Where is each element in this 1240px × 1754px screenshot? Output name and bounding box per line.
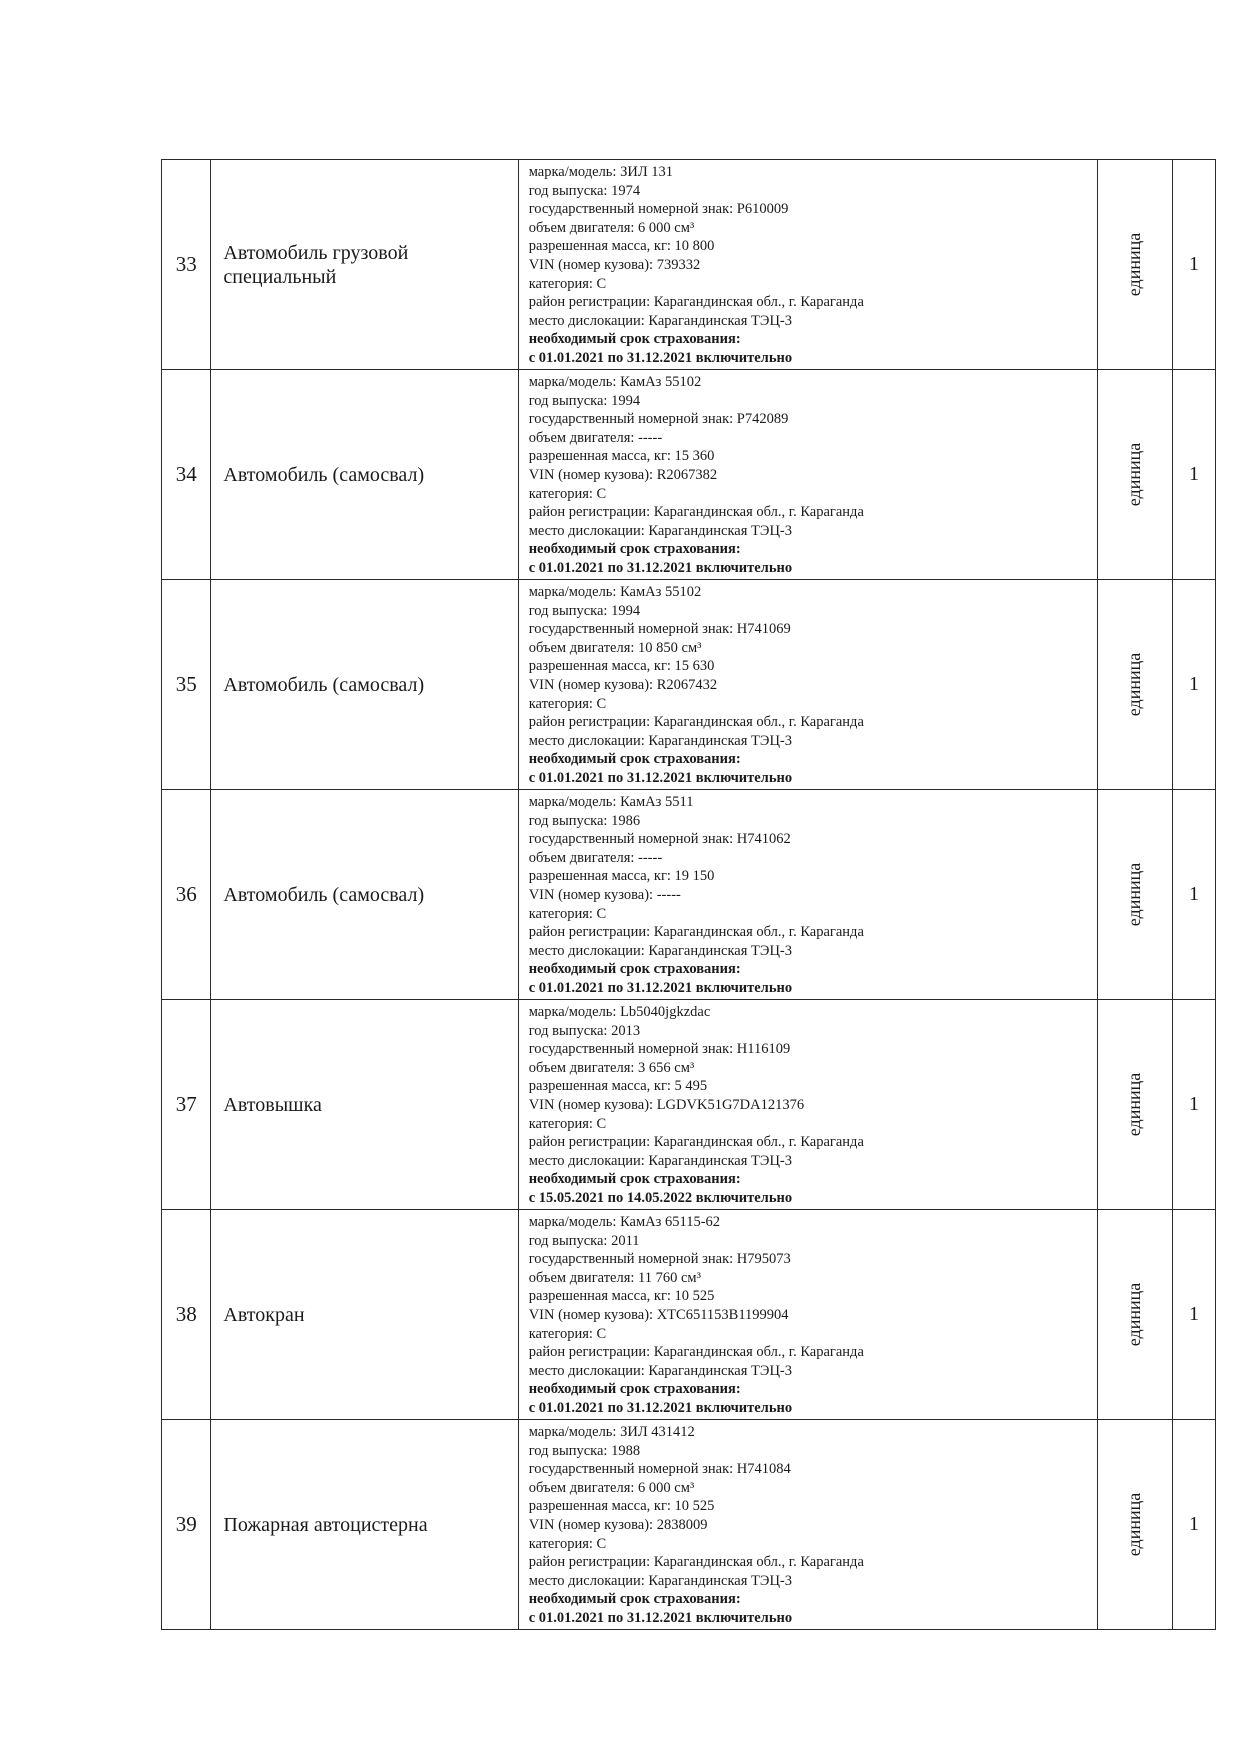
unit-cell	[1097, 790, 1172, 1000]
detail-line: категория: С	[528, 695, 607, 712]
vehicle-details	[518, 790, 1097, 1000]
detail-line: год выпуска: 2013	[528, 1022, 641, 1039]
detail-line: место дислокации: Карагандинская ТЭЦ-3	[528, 1152, 792, 1169]
detail-line: категория: С	[528, 905, 607, 922]
detail-line: район регистрации: Карагандинская обл., г. Караганда	[528, 1554, 864, 1571]
detail-line: VIN (номер кузова): LGDVK51G7DA121376	[528, 1096, 805, 1113]
detail-line: место дислокации: Карагандинская ТЭЦ-3	[528, 312, 792, 329]
detail-line: категория: С	[528, 275, 607, 292]
row-number: 35	[162, 580, 211, 790]
detail-line: категория: С	[528, 485, 607, 502]
row-number: 37	[162, 1000, 211, 1210]
row-number: 39	[162, 1420, 211, 1630]
detail-line: район регистрации: Карагандинская обл., г. Караганда	[528, 1344, 864, 1361]
detail-line: государственный номерной знак: Н795073	[528, 1251, 791, 1268]
detail-line: объем двигателя: -----	[528, 429, 663, 446]
detail-line: марка/модель: КамАз 55102	[528, 374, 702, 390]
unit-cell	[1097, 370, 1172, 580]
insurance-label: необходимый срок страхования:	[528, 961, 741, 978]
row-number: 33	[162, 160, 211, 370]
detail-line: государственный номерной знак: Н741069	[528, 621, 791, 638]
vehicle-name: Автомобиль грузовой специальный	[211, 160, 518, 370]
detail-line: VIN (номер кузова): R2067382	[528, 466, 718, 483]
vehicle-details	[518, 1420, 1097, 1630]
detail-line: разрешенная масса, кг: 10 800	[528, 238, 715, 255]
detail-line: год выпуска: 2011	[528, 1232, 640, 1249]
detail-line: район регистрации: Карагандинская обл., г. Караганда	[528, 294, 864, 311]
row-number: 38	[162, 1210, 211, 1420]
vehicle-details	[518, 370, 1097, 580]
insurance-period: с 01.01.2021 по 31.12.2021 включительно	[528, 1609, 793, 1626]
insurance-label: необходимый срок страхования:	[528, 1381, 741, 1398]
unit-cell	[1097, 160, 1172, 370]
detail-line: VIN (номер кузова): R2067432	[528, 676, 718, 693]
vehicle-details	[518, 1210, 1097, 1420]
detail-line: год выпуска: 1994	[528, 392, 641, 409]
detail-line: марка/модель: ЗИЛ 431412	[528, 1424, 695, 1440]
detail-line: год выпуска: 1994	[528, 602, 641, 619]
insurance-period: с 15.05.2021 по 14.05.2022 включительно	[528, 1189, 793, 1206]
quantity: 1	[1173, 370, 1216, 580]
table-row	[162, 1420, 1216, 1630]
insurance-label: необходимый срок страхования:	[528, 331, 741, 348]
detail-line: государственный номерной знак: Н116109	[528, 1041, 791, 1058]
detail-line: VIN (номер кузова): ХТС651153В1199904	[528, 1306, 789, 1323]
unit-label: единица	[1124, 652, 1145, 717]
quantity: 1	[1173, 1210, 1216, 1420]
insurance-period: с 01.01.2021 по 31.12.2021 включительно	[528, 1399, 793, 1416]
details-list	[529, 1420, 1097, 1628]
vehicle-name: Автомобиль (самосвал)	[211, 370, 518, 580]
detail-line: категория: С	[528, 1115, 607, 1132]
unit-label: единица	[1124, 1072, 1145, 1137]
detail-line: VIN (номер кузова): 739332	[528, 256, 701, 273]
detail-line: объем двигателя: 6 000 см³	[528, 1479, 695, 1496]
vehicle-details	[518, 160, 1097, 370]
detail-line: марка/модель: Lb5040jgkzdac	[528, 1004, 711, 1020]
detail-line: объем двигателя: 6 000 см³	[528, 219, 695, 236]
detail-line: разрешенная масса, кг: 10 525	[528, 1498, 715, 1515]
row-number: 34	[162, 370, 211, 580]
details-list	[529, 580, 1097, 788]
insurance-period: с 01.01.2021 по 31.12.2021 включительно	[528, 559, 793, 576]
detail-line: государственный номерной знак: Н741062	[528, 831, 791, 848]
insurance-label: необходимый срок страхования:	[528, 1591, 741, 1608]
quantity: 1	[1173, 1420, 1216, 1630]
unit-cell	[1097, 1420, 1172, 1630]
detail-line: разрешенная масса, кг: 19 150	[528, 868, 715, 885]
table-row	[162, 370, 1216, 580]
vehicle-name: Автомобиль (самосвал)	[211, 790, 518, 1000]
details-list	[529, 790, 1097, 998]
insurance-label: необходимый срок страхования:	[528, 1171, 741, 1188]
detail-line: год выпуска: 1988	[528, 1442, 641, 1459]
detail-line: марка/модель: КамАз 55102	[528, 584, 702, 600]
insurance-label: необходимый срок страхования:	[528, 751, 741, 768]
detail-line: район регистрации: Карагандинская обл., г. Караганда	[528, 504, 864, 521]
vehicle-details	[518, 1000, 1097, 1210]
unit-cell	[1097, 1000, 1172, 1210]
table-row	[162, 1210, 1216, 1420]
unit-label: единица	[1124, 862, 1145, 927]
unit-cell	[1097, 1210, 1172, 1420]
unit-label: единица	[1124, 442, 1145, 507]
insurance-period: с 01.01.2021 по 31.12.2021 включительно	[528, 349, 793, 366]
detail-line: место дислокации: Карагандинская ТЭЦ-3	[528, 1362, 792, 1379]
vehicle-details	[518, 580, 1097, 790]
unit-label: единица	[1124, 1282, 1145, 1347]
detail-line: марка/модель: КамАз 5511	[528, 794, 694, 810]
vehicle-name: Автокран	[211, 1210, 518, 1420]
details-list	[529, 160, 1097, 368]
insurance-period: с 01.01.2021 по 31.12.2021 включительно	[528, 769, 793, 786]
detail-line: место дислокации: Карагандинская ТЭЦ-3	[528, 1572, 792, 1589]
detail-line: место дислокации: Карагандинская ТЭЦ-3	[528, 942, 792, 959]
detail-line: государственный номерной знак: Р742089	[528, 411, 789, 428]
quantity: 1	[1173, 790, 1216, 1000]
table-row	[162, 160, 1216, 370]
vehicle-table-body	[162, 160, 1216, 1630]
detail-line: государственный номерной знак: Н741084	[528, 1461, 791, 1478]
detail-line: район регистрации: Карагандинская обл., г. Караганда	[528, 1134, 864, 1151]
detail-line: год выпуска: 1986	[528, 812, 641, 829]
insurance-period: с 01.01.2021 по 31.12.2021 включительно	[528, 979, 793, 996]
detail-line: VIN (номер кузова): 2838009	[528, 1516, 708, 1533]
detail-line: VIN (номер кузова): -----	[528, 886, 681, 903]
detail-line: марка/модель: ЗИЛ 131	[528, 164, 674, 180]
detail-line: государственный номерной знак: Р610009	[528, 201, 789, 218]
vehicle-name: Пожарная автоцистерна	[211, 1420, 518, 1630]
detail-line: разрешенная масса, кг: 10 525	[528, 1288, 715, 1305]
details-list	[529, 370, 1097, 578]
detail-line: марка/модель: КамАз 65115-62	[528, 1214, 721, 1230]
insurance-label: необходимый срок страхования:	[528, 541, 741, 558]
unit-cell	[1097, 580, 1172, 790]
detail-line: объем двигателя: 3 656 см³	[528, 1059, 695, 1076]
detail-line: объем двигателя: 11 760 см³	[528, 1269, 701, 1286]
detail-line: место дислокации: Карагандинская ТЭЦ-3	[528, 732, 792, 749]
quantity: 1	[1173, 1000, 1216, 1210]
detail-line: район регистрации: Карагандинская обл., г. Караганда	[528, 714, 864, 731]
vehicle-name: Автомобиль (самосвал)	[211, 580, 518, 790]
detail-line: место дислокации: Карагандинская ТЭЦ-3	[528, 522, 792, 539]
detail-line: год выпуска: 1974	[528, 182, 641, 199]
detail-line: район регистрации: Карагандинская обл., г. Караганда	[528, 924, 864, 941]
quantity: 1	[1173, 160, 1216, 370]
detail-line: категория: С	[528, 1325, 607, 1342]
vehicle-name: Автовышка	[211, 1000, 518, 1210]
details-list	[529, 1000, 1097, 1208]
detail-line: объем двигателя: 10 850 см³	[528, 639, 702, 656]
detail-line: разрешенная масса, кг: 5 495	[528, 1078, 708, 1095]
detail-line: категория: С	[528, 1535, 607, 1552]
detail-line: разрешенная масса, кг: 15 630	[528, 658, 715, 675]
table-row	[162, 1000, 1216, 1210]
detail-line: объем двигателя: -----	[528, 849, 663, 866]
table-row	[162, 580, 1216, 790]
vehicle-table	[161, 159, 1216, 1630]
table-row	[162, 790, 1216, 1000]
unit-label: единица	[1124, 1492, 1145, 1557]
quantity: 1	[1173, 580, 1216, 790]
detail-line: разрешенная масса, кг: 15 360	[528, 448, 715, 465]
row-number: 36	[162, 790, 211, 1000]
unit-label: единица	[1124, 232, 1145, 297]
details-list	[529, 1210, 1097, 1418]
